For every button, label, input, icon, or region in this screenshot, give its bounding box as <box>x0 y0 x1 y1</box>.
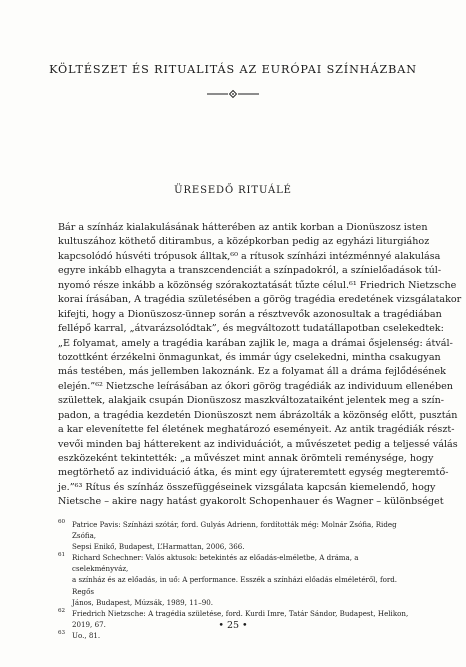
footnote-number: 63 <box>58 629 66 636</box>
body-line: a kar elevenítette fel életének meghatározó eseményeit. Az antik tragédiák részt- <box>58 424 455 436</box>
body-line: eszközeként tekintették: „a művészet mint annak örömteli reménysége, hogy <box>58 453 434 464</box>
body-line: tozottként érzékelni önmagunkat, és immár úgy cselekedni, mintha csakugyan <box>58 351 441 363</box>
footnote-number: 60 <box>58 519 66 525</box>
footnote-line: 2019, 67. <box>72 619 106 629</box>
footnote-line: Patrice Pavis: Színházi szótár, ford. Gulyás Adrienn, fordították még: Molnár Zsófia, Rideg Zsófia, <box>72 520 397 541</box>
body-line: kifejti, hogy a Dionüszosz-ünnep során a résztvevők azonosultak a tragédiában <box>58 308 442 320</box>
running-head: KÖLTÉSZET ÉS RITUALITÁS AZ EURÓPAI SZÍNHÁZBAN <box>49 63 417 76</box>
body-line: fellépő karral, „átvarázsolódtak”, és megváltozott tudatállapotban cselekedtek: <box>58 323 444 335</box>
body-line: Nietsche – akire nagy hatást gyakorolt Schopenhauer és Wagner – különbséget <box>58 496 444 508</box>
footnote <box>58 552 412 607</box>
page-number: • 25 • <box>218 620 248 631</box>
footnote-line: Friedrich Nietzsche: A tragédia születése, ford. Kurdi Imre, Tatár Sándor, Budapest, Helikon, <box>72 608 409 618</box>
footnote-line: Uo., 81. <box>72 630 101 640</box>
body-text <box>58 221 462 510</box>
body-line: kapcsolódó húsvéti trópusok álltak,⁶⁰ a rítusok színházi intézménnyé alakulása <box>58 250 441 262</box>
body-line: korai írásában, A tragédia születésében a görög tragédia eredetének vizsgálatakor <box>58 294 462 306</box>
footnote <box>58 630 412 641</box>
body-line: megtörhető az individuáció átka, és mint egy újrateremtett egység megteremtő- <box>58 467 449 479</box>
body-line: Bár a színház kialakulásának hátterében az antik korban a Dionüszosz isten <box>58 222 428 233</box>
body-line: egyre inkább elhagyta a transzcendenciát a színpadokról, a színielőadások túl- <box>58 265 442 277</box>
body-line: „E folyamat, amely a tragédia karában zajlik le, maga a drámai ősjelenség: átvál- <box>58 337 453 349</box>
footnote-line: Richard Schechner: Valós aktusok: betekintés az előadás-elméletbe, A dráma, a cselekményváz, <box>72 553 359 574</box>
footnote <box>58 519 412 552</box>
footnote-number: 61 <box>58 552 66 559</box>
body-line: vevői minden baj hátterekent az individuációt, a művészetet pedig a teljessé válás <box>58 438 458 450</box>
body-line: je.”⁶³ Rítus és színház összefüggéseinek vizsgálata kapcsán kiemelendő, hogy <box>58 481 436 493</box>
body-line: más testében, más jellemben lakoznánk. Ez a folyamat áll a dráma fejlődésének <box>58 366 446 378</box>
body-line: születtek, alakjaik csupán Dionüszosz maszkváltozataiként jelentek meg a szín- <box>58 395 445 407</box>
ornament-divider-icon <box>205 89 261 99</box>
footnote-number: 62 <box>58 607 66 614</box>
footnote-line: János, Budapest, Múzsák, 1989, 11–90. <box>72 597 214 607</box>
body-line: elején.”⁶² Nietzsche leírásában az ókori görög tragédiák az individuum ellenében <box>58 380 453 392</box>
footnote-line: a színház és az előadás, in uő: A performance. Esszék a színházi előadás elméletéről, ford. Regős <box>72 575 398 596</box>
section-title: ÜRESEDŐ RITUÁLÉ <box>174 185 292 196</box>
body-line: padon, a tragédia kezdetén Dionüszoszt nem ábrázolták a közönség előtt, pusztán <box>58 409 458 421</box>
footnote-line: Sepsi Enikő, Budapest, L’Harmattan, 2006, 366. <box>72 542 245 552</box>
body-line: nyomó része inkább a közönség szórakoztatását tűzte célul.⁶¹ Friedrich Nietzsche <box>58 279 457 291</box>
body-line: kultuszához köthető ditirambus, a középkorban pedig az egyházi liturgiához <box>58 236 430 248</box>
